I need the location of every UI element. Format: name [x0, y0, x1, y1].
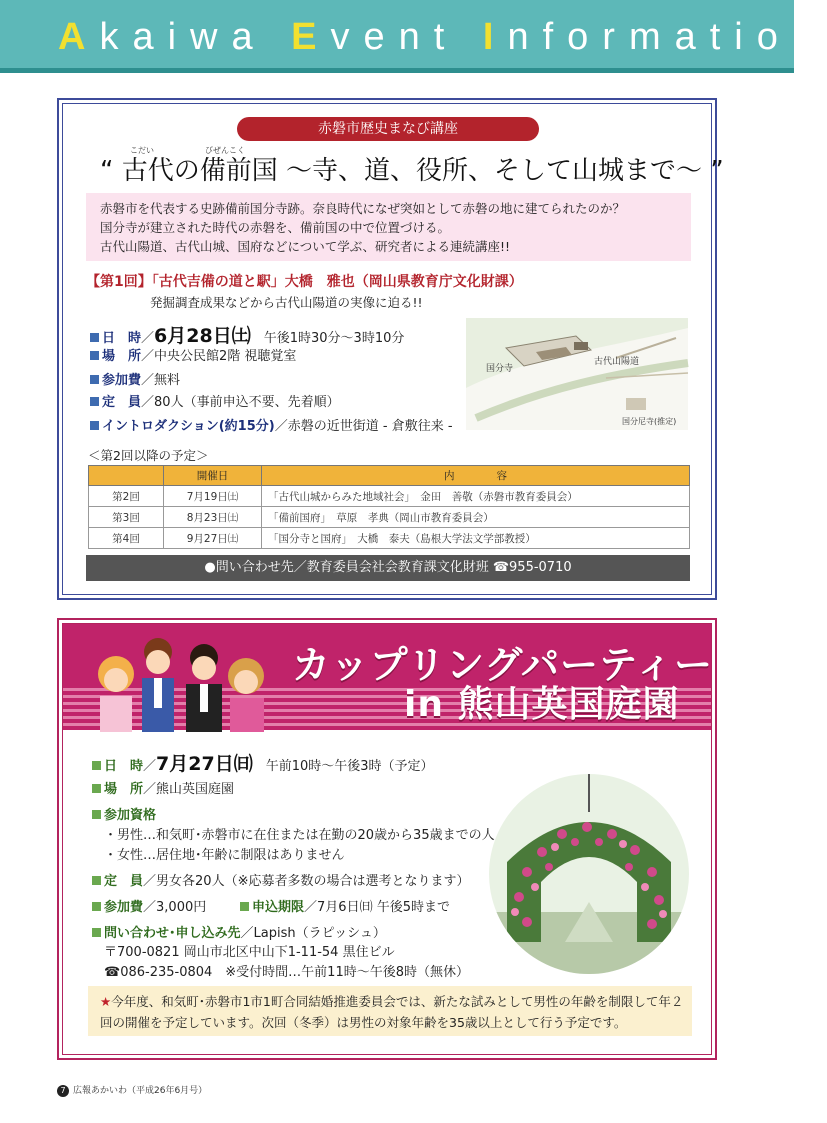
- lecture-date-row: 日 時／6月28日㈯ 午後1時30分〜3時10分: [90, 321, 404, 348]
- schedule-header-row: [89, 466, 690, 486]
- bullet-square: [90, 421, 99, 430]
- schedule-cell: 第4回: [89, 528, 164, 549]
- schedule-cell: 第3回: [89, 507, 164, 528]
- party-title: カップリングパーティー: [292, 643, 714, 687]
- intro-line: 古代山陽道、古代山城、国府などについて学ぶ、研究者による連続講座!!: [100, 239, 511, 254]
- session1-title: 【第1回】「古代吉備の道と駅」大橋 雅也（岡山県教育庁文化財課）: [86, 274, 523, 290]
- header-underline: [0, 68, 794, 73]
- schedule-cell: 7月19日㈯: [164, 486, 262, 507]
- bullet-square: [92, 810, 101, 819]
- kokubunji-illustration: [466, 318, 688, 430]
- party-date-row: 日 時／7月27日㈰ 午前10時〜午後3時（予定）: [92, 749, 434, 776]
- page-title: Akaiwa Event Information: [58, 16, 827, 58]
- party-note: ★今年度、和気町･赤磐市1市1町合同結婚推進委員会では、新たな試みとして男性の年齢を制限して年２回の開催を予定しています。次回（冬季）は男性の対象年齢を35歳以上として行う予定です。: [88, 986, 692, 1036]
- map-label-sanyodo: 古代山陽道: [594, 357, 640, 367]
- lecture-badge: 赤磐市歴史まなび講座: [237, 117, 539, 141]
- bullet-square: [92, 761, 101, 770]
- schedule-cell: 「備前国府」 草原 孝典（岡山市教育委員会）: [262, 507, 690, 528]
- party-place-row: 場 所／熊山英国庭園: [92, 778, 234, 797]
- bullet-square: [90, 397, 99, 406]
- bullet-square: [92, 928, 101, 937]
- bullet-square: [92, 876, 101, 885]
- lecture-place-row: 場 所／中央公民館2階 視聴覚室: [90, 345, 296, 364]
- schedule-label: ＜第2回以降の予定＞: [88, 448, 209, 463]
- table-row: [89, 528, 690, 549]
- star-icon: ★: [100, 994, 112, 1009]
- schedule-header: 内 容: [262, 466, 690, 486]
- page-number: 7: [57, 1085, 69, 1097]
- schedule-cell: 「古代山城からみた地域社会」 金田 善敬（赤磐市教育委員会）: [262, 486, 690, 507]
- bullet-square: [90, 375, 99, 384]
- bullet-square: [240, 902, 249, 911]
- party-deadline-row: 申込期限／7月6日㈰ 午後5時まで: [240, 896, 450, 915]
- lecture-fee-row: 参加費／無料: [90, 369, 180, 388]
- party-title-venue: in 熊山英国庭園: [404, 684, 680, 725]
- intro-line: 赤磐市を代表する史跡備前国分寺跡。奈良時代になぜ突如として赤磐の地に建てられたのか？: [100, 201, 626, 216]
- bullet-square: [90, 351, 99, 360]
- page-footer: 7 広報あかいわ（平成26年6月号）: [57, 1083, 207, 1097]
- lecture-capacity-row: 定 員／80人（事前申込不要、先着順）: [90, 391, 340, 410]
- party-phone: ☎086-235-0804 ※受付時間…午前11時〜午後8時（無休）: [104, 965, 469, 980]
- lecture-intro: [86, 193, 691, 261]
- party-qual-row: 参加資格: [92, 804, 156, 823]
- schedule-cell: 「国分寺と国府」 大橋 泰夫（島根大学法文学部教授）: [262, 528, 690, 549]
- qual-item: ・男性…和気町･赤磐市に在住または在勤の20歳から35歳までの人: [104, 828, 495, 843]
- party-capacity-row: 定 員／男女各20人（※応募者多数の場合は選考となります）: [92, 870, 469, 889]
- bullet-square: [92, 784, 101, 793]
- schedule-cell: 第2回: [89, 486, 164, 507]
- lecture-intro-talk-row: イントロダクション(約15分)／赤磐の近世街道 - 倉敷往来 -: [90, 415, 453, 434]
- bullet-square: [90, 333, 99, 342]
- rose-garden-photo: [487, 772, 691, 976]
- bullet-square: [92, 902, 101, 911]
- ruby-bizenkoku: びぜんこく: [205, 146, 245, 155]
- party-address: 〒700-0821 岡山市北区中山下1-11-54 黒住ビル: [104, 945, 395, 960]
- ruby-kodai: こだい: [130, 146, 154, 155]
- lecture-title: “ 古代の備前国 〜寺、道、役所、そして山城まで〜 ”: [100, 156, 724, 186]
- schedule-table: [88, 465, 690, 549]
- schedule-header: 開催日: [164, 466, 262, 486]
- lecture-contact-bar: ●問い合わせ先／教育委員会社会教育課文化財班 ☎955-0710: [86, 555, 690, 581]
- table-row: [89, 486, 690, 507]
- schedule-cell: 8月23日㈯: [164, 507, 262, 528]
- map-label-nunnery: 国分尼寺(推定): [622, 417, 677, 426]
- session1-subtitle: 発掘調査成果などから古代山陽道の実像に迫る!!: [150, 295, 423, 310]
- intro-line: 国分寺が建立された時代の赤磐を、備前国の中で位置づける。: [100, 220, 451, 235]
- schedule-header: [89, 466, 164, 486]
- table-row: [89, 507, 690, 528]
- party-fee-row: 参加費／3,000円: [92, 896, 206, 915]
- qual-item: ・女性…居住地･年齢に制限はありません: [104, 848, 345, 863]
- map-label-kokubunji: 国分寺: [486, 364, 514, 374]
- party-apply-row: 問い合わせ･申し込み先／Lapish（ラピッシュ）: [92, 922, 386, 941]
- schedule-cell: 9月27日㈯: [164, 528, 262, 549]
- party-people-illustration: [86, 632, 286, 732]
